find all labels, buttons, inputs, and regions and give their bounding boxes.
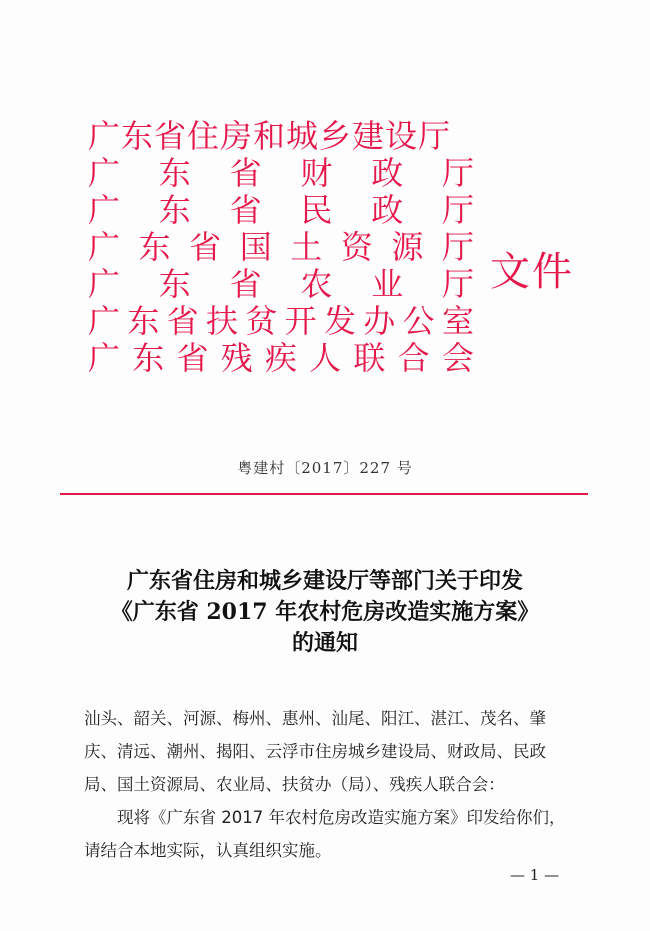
issuer-line-5 [88,266,488,303]
issuer-line-3 [88,192,488,229]
recipients-line-2: 庆、清远、潮州、揭阳、云浮市住房城乡建设局、财政局、民政 [84,742,546,761]
document-number: 粤建村〔2017〕227 号 [237,459,413,477]
issuer-name: 广 东 省 农 业 厅 [88,265,475,303]
issuer-line-6 [88,303,488,340]
issuer-line-1 [88,118,488,155]
body-paragraph-line-2: 请结合本地实际，认真组织实施。 [84,841,332,860]
title-line-3: 的通知 [291,630,358,656]
issuing-authorities [88,118,488,377]
title-line-1: 广东省住房和城乡建设厅等部门关于印发 [126,568,523,594]
notice-body [84,702,584,867]
recipients-line-1: 汕头、韶关、河源、梅州、惠州、汕尾、阳江、湛江、茂名、肇 [84,709,546,728]
issuer-name: 广 东 省 民 政 厅 [88,191,475,229]
page-number: — 1 — [510,866,560,884]
document-type-label: 文件 [490,249,574,295]
recipients-line-3: 局、国土资源局、农业局、扶贫办（局）、残疾人联合会： [84,775,505,794]
body-paragraph-line-1: 现将《广东省 2017 年农村危房改造实施方案》印发给你们， [117,808,566,827]
issuer-name: 广 东 省 残 疾 人 联 合 会 [88,339,475,377]
issuer-line-4 [88,229,488,266]
issuer-line-2 [88,155,488,192]
red-divider-line [60,493,588,495]
issuer-line-7 [88,340,488,377]
issuer-name: 广 东 省 扶 贫 开 发 办 公 室 [88,302,475,340]
issuer-name: 广 东 省 国 土 资 源 厅 [88,228,475,266]
issuer-name: 广 东 省 财 政 厅 [88,154,475,192]
issuer-name: 广东省住房和城乡建设厅 [88,117,452,155]
title-line-2: 《广东省 2017 年农村危房改造实施方案》 [110,599,540,625]
notice-title [0,566,650,659]
